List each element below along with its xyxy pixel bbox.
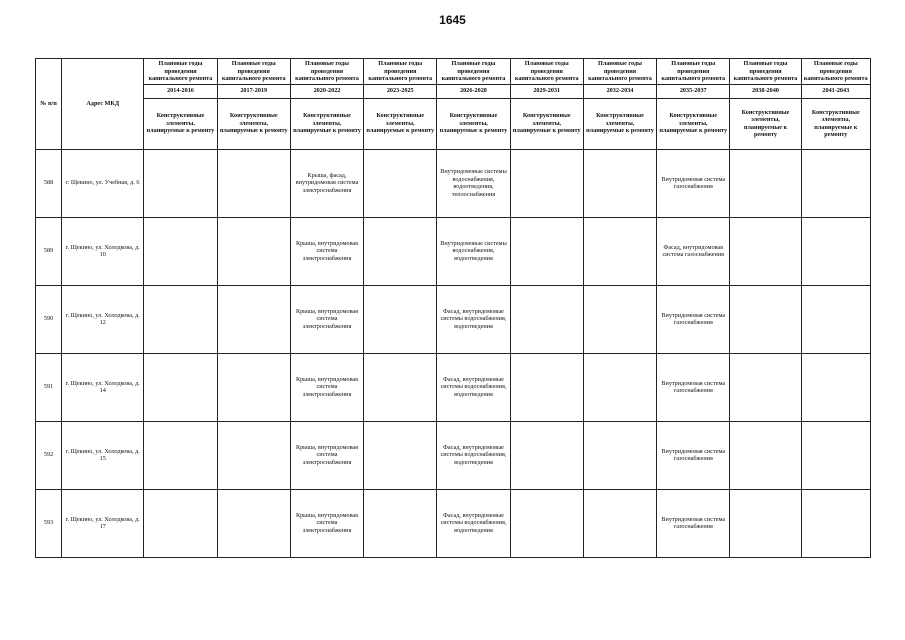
table-cell: Крыша, внутридомовая система электроснабжения (290, 489, 363, 557)
row-address: г. Щекино, ул. Холодкова, д. 15 (62, 421, 144, 489)
table-cell (583, 149, 656, 217)
row-address: г. Щекино, ул. Учебная, д. 6 (62, 149, 144, 217)
table-cell: Внутридомовая система газоснабжения (657, 421, 730, 489)
table-cell (364, 149, 437, 217)
table-cell (510, 353, 583, 421)
table-cell (144, 285, 217, 353)
row-number: 591 (36, 353, 62, 421)
table-cell (801, 149, 870, 217)
table-row (36, 149, 871, 217)
elements-header: Конструктивные элементы, планируемые к ремонту (657, 98, 730, 149)
period-header: Плановые годы проведения капитального ремонта (730, 59, 801, 85)
address-column-header: Адрес МКД (62, 59, 144, 150)
elements-header-row (36, 98, 871, 149)
table-cell (730, 489, 801, 557)
period-years: 2035-2037 (657, 84, 730, 98)
period-header: Плановые годы проведения капитального ремонта (801, 59, 870, 85)
period-years: 2032-2034 (583, 84, 656, 98)
table-cell (801, 489, 870, 557)
page-number: 1645 (439, 13, 466, 27)
period-years: 2014-2016 (144, 84, 217, 98)
period-header: Плановые годы проведения капитального ремонта (510, 59, 583, 85)
table-cell (730, 285, 801, 353)
table-cell (730, 149, 801, 217)
elements-header: Конструктивные элементы, планируемые к ремонту (801, 98, 870, 149)
table-cell (583, 285, 656, 353)
table-cell (730, 353, 801, 421)
row-address: г. Щекино, ул. Холодкова, д. 12 (62, 285, 144, 353)
elements-header: Конструктивные элементы, планируемые к ремонту (437, 98, 510, 149)
period-header: Плановые годы проведения капитального ремонта (364, 59, 437, 85)
capital-repair-plan-table (35, 58, 871, 558)
period-header: Плановые годы проведения капитального ремонта (290, 59, 363, 85)
table-cell: Крыша, внутридомовая система электроснабжения (290, 217, 363, 285)
table-cell (801, 285, 870, 353)
table-cell (801, 217, 870, 285)
number-column-header: № п/п (36, 59, 62, 150)
table-cell (144, 489, 217, 557)
table-row (36, 285, 871, 353)
table-cell (510, 217, 583, 285)
table-cell (364, 489, 437, 557)
period-header: Плановые годы проведения капитального ремонта (217, 59, 290, 85)
elements-header: Конструктивные элементы, планируемые к ремонту (583, 98, 656, 149)
table-cell (364, 353, 437, 421)
table-cell: Крыша, внутридомовая система электроснабжения (290, 285, 363, 353)
period-header: Плановые годы проведения капитального ремонта (144, 59, 217, 85)
period-header: Плановые годы проведения капитального ремонта (657, 59, 730, 85)
table-cell: Внутридомовые системы водоснабжения, водоотведения (437, 217, 510, 285)
row-number: 590 (36, 285, 62, 353)
elements-header: Конструктивные элементы, планируемые к ремонту (364, 98, 437, 149)
period-years: 2017-2019 (217, 84, 290, 98)
row-number: 592 (36, 421, 62, 489)
elements-header: Конструктивные элементы, планируемые к ремонту (144, 98, 217, 149)
table-cell (217, 489, 290, 557)
elements-header: Конструктивные элементы, планируемые к ремонту (510, 98, 583, 149)
table-cell (583, 489, 656, 557)
table-cell (730, 217, 801, 285)
period-years: 2023-2025 (364, 84, 437, 98)
table-cell (510, 149, 583, 217)
table-cell: Внутридомовая система газоснабжения (657, 149, 730, 217)
row-address: г. Щекино, ул. Холодкова, д. 14 (62, 353, 144, 421)
period-years: 2029-2031 (510, 84, 583, 98)
table-cell: Фасад, внутридомовые системы водоснабжения, водоотведения (437, 489, 510, 557)
table-cell (801, 421, 870, 489)
table-cell: Внутридомовая система газоснабжения (657, 489, 730, 557)
table-cell (217, 353, 290, 421)
table-cell (217, 217, 290, 285)
table-cell (364, 421, 437, 489)
table-cell (144, 353, 217, 421)
table-cell (217, 285, 290, 353)
table-cell (730, 421, 801, 489)
row-number: 589 (36, 217, 62, 285)
table-cell (217, 421, 290, 489)
row-number: 593 (36, 489, 62, 557)
table-cell: Внутридомовая система газоснабжения (657, 285, 730, 353)
table-cell: Фасад, внутридомовая система газоснабжения (657, 217, 730, 285)
table-cell: Крыша, внутридомовая система электроснабжения (290, 353, 363, 421)
table-cell (583, 421, 656, 489)
table-row (36, 353, 871, 421)
table-cell (583, 217, 656, 285)
period-header-row (36, 59, 871, 85)
table-row (36, 421, 871, 489)
table-cell (364, 217, 437, 285)
table-cell (801, 353, 870, 421)
table-row (36, 217, 871, 285)
period-years: 2041-2043 (801, 84, 870, 98)
table-row (36, 489, 871, 557)
table-cell (364, 285, 437, 353)
table-cell: Крыша, внутридомовая система электроснабжения (290, 421, 363, 489)
table-cell (510, 489, 583, 557)
table-cell: Фасад, внутридомовые системы водоснабжения, водоотведения (437, 353, 510, 421)
period-years: 2038-2040 (730, 84, 801, 98)
table-cell (510, 285, 583, 353)
elements-header: Конструктивные элементы, планируемые к ремонту (217, 98, 290, 149)
elements-header: Конструктивные элементы, планируемые к ремонту (290, 98, 363, 149)
period-years: 2020-2022 (290, 84, 363, 98)
row-address: г. Щекино, ул. Холодкова, д. 10 (62, 217, 144, 285)
table-cell: Внутридомовая система газоснабжения (657, 353, 730, 421)
table-cell: Крыша, фасад, внутридомовая система электроснабжения (290, 149, 363, 217)
elements-header: Конструктивные элементы, планируемые к ремонту (730, 98, 801, 149)
years-row (36, 84, 871, 98)
table-cell: Фасад, внутридомовые системы водоснабжения, водоотведения (437, 285, 510, 353)
row-address: г. Щекино, ул. Холодкова, д. 17 (62, 489, 144, 557)
table-cell (144, 217, 217, 285)
period-header: Плановые годы проведения капитального ремонта (583, 59, 656, 85)
period-header: Плановые годы проведения капитального ремонта (437, 59, 510, 85)
table-cell (144, 421, 217, 489)
table-cell (510, 421, 583, 489)
row-number: 588 (36, 149, 62, 217)
period-years: 2026-2028 (437, 84, 510, 98)
table-cell (217, 149, 290, 217)
table-cell (583, 353, 656, 421)
table-cell (144, 149, 217, 217)
table-cell: Фасад, внутридомовые системы водоснабжения, водоотведения (437, 421, 510, 489)
table-cell: Внутридомовые системы водоснабжения, водоотведения, теплоснабжения (437, 149, 510, 217)
